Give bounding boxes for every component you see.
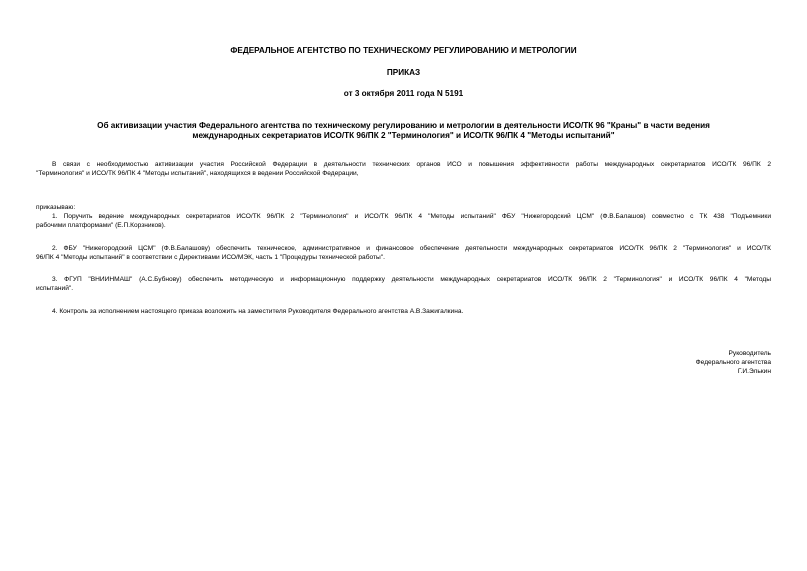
item-2-line-1: 2. ФБУ "Нижегородский ЦСМ" (Ф.В.Балашову) обеспечить техническое, административное и финансовое обеспечение деятельности международных секретариатов ИСО/ТК 96/ПК 2 "Терминология" и ИСО/ТК	[52, 245, 771, 252]
item-3-line-1: 3. ФГУП "ВНИИНМАШ" (А.С.Бубнову) обеспечить методическую и информационную поддержку деятельности международных секретариатов ИСО/ТК 96/ПК 2 "Терминология" и ИСО/ТК 96/ПК 4 "Методы	[52, 276, 771, 283]
preamble-line-2: "Терминология" и ИСО/ТК 96/ПК 4 "Методы испытаний", находящихся в ведении Российской Федерации,	[36, 170, 359, 177]
item-1-line-1: 1. Поручить ведение международных секретариатов ИСО/ТК 96/ПК 2 "Терминология" и ИСО/ТК 96/ПК 4 "Методы испытаний" ФБУ "Нижегородский ЦСМ" (Ф.В.Балашов) совместно с ТК 438 "Подъемники	[52, 213, 771, 220]
item-2-line-2: 96/ПК 4 "Методы испытаний" в соответствии с Директивами ИСО/МЭК, часть 1 "Процедуры технической работы".	[36, 254, 385, 261]
signature-title-2: Федерального агентства	[695, 359, 771, 366]
item-4: 4. Контроль за исполнением настоящего приказа возложить на заместителя Руководителя Федерального агентства А.В.Зажигалкина.	[52, 308, 464, 315]
item-1-line-2: рабочими платформами" (Е.П.Корзников).	[36, 222, 166, 229]
subject-line-1: Об активизации участия Федерального агентства по техническому регулированию и метрологии в деятельности ИСО/ТК 96 "Краны" в части ведения	[97, 121, 710, 130]
agency-heading: ФЕДЕРАЛЬНОЕ АГЕНТСТВО ПО ТЕХНИЧЕСКОМУ РЕГУЛИРОВАНИЮ И МЕТРОЛОГИИ	[230, 46, 577, 55]
preamble-line-1: В связи с необходимостью активизации участия Российской Федерации в деятельности технических органов ИСО и повышения эффективности работы международных секретариатов ИСО/ТК 96/ПК 2	[52, 161, 771, 168]
signature-title-1: Руководитель	[728, 350, 771, 357]
signature-name: Г.И.Элькин	[737, 368, 771, 375]
subject-line-2: международных секретариатов ИСО/ТК 96/ПК 2 "Терминология" и ИСО/ТК 96/ПК 4 "Методы испытаний"	[192, 131, 615, 140]
document-date-number: от 3 октября 2011 года N 5191	[343, 89, 464, 98]
order-word: приказываю:	[36, 204, 76, 211]
item-3-line-2: испытаний".	[36, 285, 74, 292]
document-type-heading: ПРИКАЗ	[386, 68, 421, 77]
